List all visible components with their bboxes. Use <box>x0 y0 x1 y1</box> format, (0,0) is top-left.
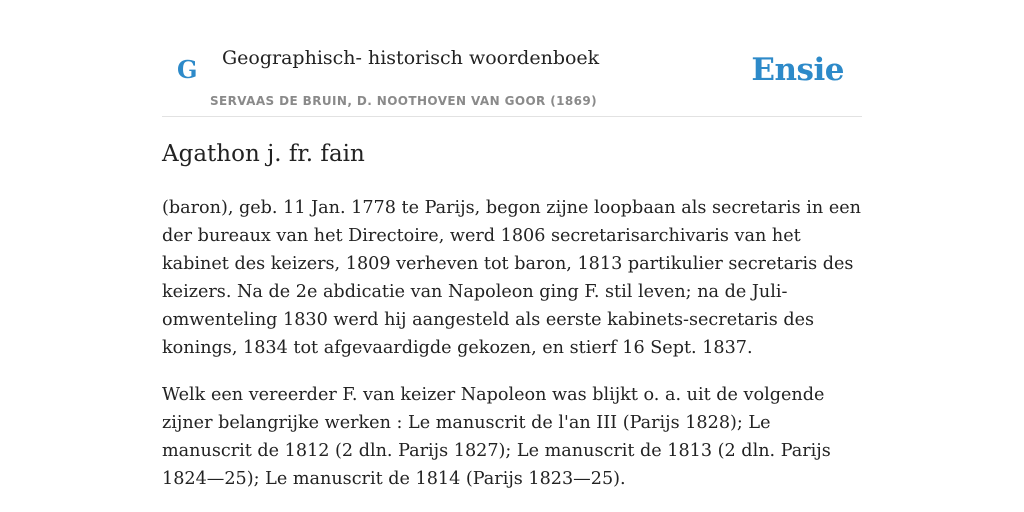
book-title-link[interactable]: Geographisch- historisch woordenboek <box>222 47 600 69</box>
book-letter-logo[interactable]: G <box>177 55 198 84</box>
article <box>162 138 862 493</box>
article-paragraph: (baron), geb. 11 Jan. 1778 te Parijs, begon zijne loopbaan als secretaris in een der bureaux van het Directoire, werd 1806 secretarisarchivaris van het kabinet des keizers, 1809 verheven tot baron, 1813 partikulier secretaris des keizers. Na de 2e abdicatie van Napoleon ging F. stil leven; na de Juli-omwenteling 1830 werd hij aangesteld als eerste kabinets-secretaris des konings, 1834 tot afgevaardigde gekozen, en stierf 16 Sept. 1837. <box>162 198 861 358</box>
article-paragraph: Welk een vereerder F. van keizer Napoleon was blijkt o. a. uit de volgende zijner belangrijke werken : Le manuscrit de l'an III (Parijs 1828); Le manuscrit de 1812 (2 dln. Parijs 1827); Le manuscrit de 1813 (2 dln. Parijs 1824—25); Le manuscrit de 1814 (Parijs 1823—25). <box>162 385 831 489</box>
ensie-logo[interactable]: Ensie <box>751 52 844 88</box>
book-authors: SERVAAS DE BRUIN, D. NOOTHOVEN VAN GOOR (1869) <box>210 94 598 108</box>
site-header <box>162 0 862 117</box>
entry-title: Agathon j. fr. fain <box>162 141 365 167</box>
